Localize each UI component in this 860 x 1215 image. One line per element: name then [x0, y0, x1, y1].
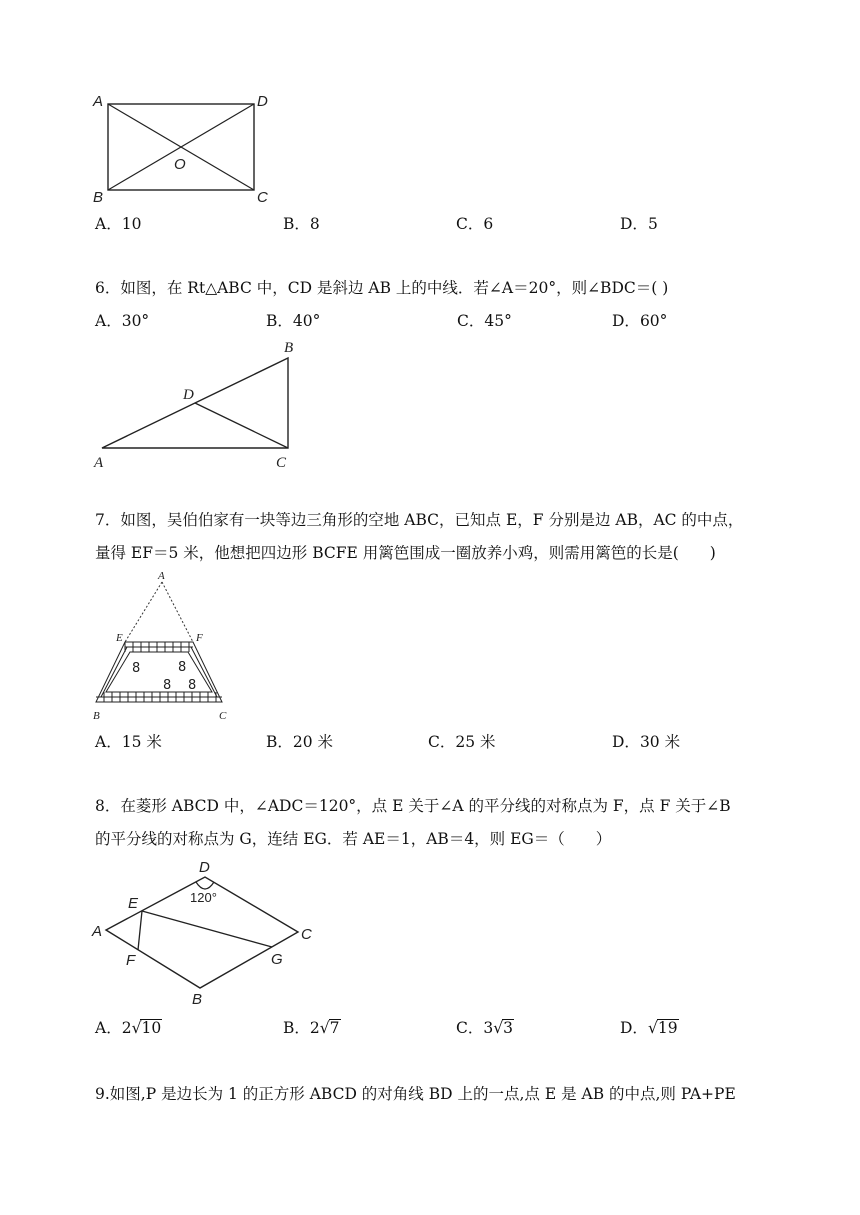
option-letter: C．	[428, 733, 456, 751]
option-letter: B．	[266, 733, 293, 751]
q7-option-c	[428, 732, 496, 752]
radical-icon: √	[319, 1019, 330, 1037]
label-c: C	[219, 710, 227, 722]
q8-option-c	[456, 1018, 514, 1038]
q8-option-d	[620, 1018, 679, 1038]
option-text: 20 米	[292, 733, 334, 751]
q5-option-b	[283, 214, 320, 234]
angle-arc-d	[196, 882, 214, 889]
option-letter: D．	[612, 312, 640, 330]
label-b: B	[284, 340, 294, 356]
q8-option-a	[95, 1018, 162, 1038]
option-letter: D．	[620, 215, 648, 233]
label-a: A	[92, 923, 103, 940]
radical-icon: √	[131, 1019, 142, 1037]
median-cd	[195, 403, 288, 448]
q6-triangle-figure	[88, 336, 308, 472]
q8-option-b	[283, 1018, 341, 1038]
label-d: D	[199, 859, 210, 876]
option-letter: A．	[95, 1019, 122, 1037]
option-letter: C．	[456, 1019, 484, 1037]
label-c: C	[257, 189, 268, 206]
q8-stem-line1: 8．在菱形 ABCD 中，∠ADC＝120°，点 E 关于∠A 的平分线的对称点为 F，点 F 关于∠B	[95, 797, 731, 815]
q7-option-a	[95, 732, 162, 752]
label-angle: 120°	[190, 890, 217, 905]
q7-option-d	[612, 732, 680, 752]
label-g: G	[271, 951, 283, 968]
option-letter: B．	[283, 215, 310, 233]
q5-option-d	[620, 214, 658, 234]
option-text: 10	[121, 215, 142, 233]
label-b: B	[93, 710, 100, 722]
q8-rhombus-figure	[88, 854, 328, 1012]
radical-icon: √	[493, 1019, 504, 1037]
option-text: 40°	[292, 312, 321, 330]
option-coef: 2	[121, 1019, 132, 1037]
chick-icon: 8	[163, 678, 172, 693]
option-letter: D．	[620, 1019, 648, 1037]
dotted-af	[162, 582, 193, 642]
q5-option-c	[456, 214, 493, 234]
q8-stem-line2: 的平分线的对称点为 G，连结 EG．若 AE＝1，AB＝4，则 EG＝（ ）	[95, 830, 612, 848]
q7-fence-figure	[88, 568, 248, 728]
q9-stem-line1: 9.如图,P 是边长为 1 的正方形 ABCD 的对角线 BD 上的一点,点 E 是 AB 的中点,则 PA+PE	[95, 1085, 736, 1103]
label-d: D	[257, 93, 268, 110]
label-c: C	[276, 455, 287, 471]
option-letter: A．	[95, 215, 122, 233]
option-radicand: 3	[503, 1019, 514, 1037]
option-letter: B．	[266, 312, 293, 330]
option-text: 45°	[484, 312, 512, 330]
option-coef: 2	[309, 1019, 320, 1037]
option-radicand: 10	[141, 1019, 162, 1037]
chick-icon: 8	[188, 678, 197, 693]
label-o: O	[174, 156, 186, 173]
option-letter: A．	[95, 733, 122, 751]
option-letter: C．	[457, 312, 485, 330]
label-d: D	[183, 387, 194, 403]
option-text: 30 米	[639, 733, 681, 751]
segment-eg	[142, 911, 272, 947]
chick-icon: 8	[178, 660, 187, 675]
q6-option-d	[612, 311, 667, 331]
label-a: A	[158, 570, 165, 582]
segment-ef	[138, 911, 142, 950]
label-a: A	[93, 93, 104, 110]
option-letter: C．	[456, 215, 484, 233]
option-text: 8	[309, 215, 320, 233]
chick-icon: 8	[132, 661, 141, 676]
option-text: 60°	[639, 312, 668, 330]
option-radicand: 19	[657, 1019, 678, 1037]
q6-option-a	[95, 311, 149, 331]
label-c: C	[301, 926, 312, 943]
option-coef: 3	[483, 1019, 494, 1037]
label-f: F	[196, 632, 203, 644]
label-b: B	[192, 991, 203, 1008]
label-e: E	[128, 895, 139, 912]
option-letter: B．	[283, 1019, 310, 1037]
option-text: 15 米	[121, 733, 162, 751]
option-radicand: 7	[329, 1019, 340, 1037]
label-a: A	[94, 455, 104, 471]
q6-option-b	[266, 311, 320, 331]
label-e: E	[116, 632, 123, 644]
radical-icon: √	[647, 1019, 658, 1037]
label-f: F	[126, 952, 136, 969]
option-letter: A．	[95, 312, 122, 330]
option-text: 25 米	[455, 733, 496, 751]
q7-stem-line2: 量得 EF＝5 米，他想把四边形 BCFE 用篱笆围成一圈放养小鸡，则需用篱笆的长是( )	[95, 544, 716, 562]
option-text: 6	[483, 215, 494, 233]
q6-stem: 6．如图，在 Rt△ABC 中，CD 是斜边 AB 上的中线．若∠A＝20°，则∠BDC＝( )	[95, 279, 669, 297]
fence	[96, 642, 222, 702]
q6-option-c	[457, 311, 512, 331]
q7-stem-line1: 7．如图，吴伯伯家有一块等边三角形的空地 ABC，已知点 E，F 分别是边 AB，AC 的中点，	[95, 511, 744, 529]
q7-option-b	[266, 732, 333, 752]
q5-rectangle-figure	[85, 88, 285, 208]
label-b: B	[93, 189, 104, 206]
q5-option-a	[95, 214, 141, 234]
option-text: 30°	[121, 312, 150, 330]
dotted-ae	[125, 582, 162, 642]
option-text: 5	[647, 215, 658, 233]
option-letter: D．	[612, 733, 640, 751]
